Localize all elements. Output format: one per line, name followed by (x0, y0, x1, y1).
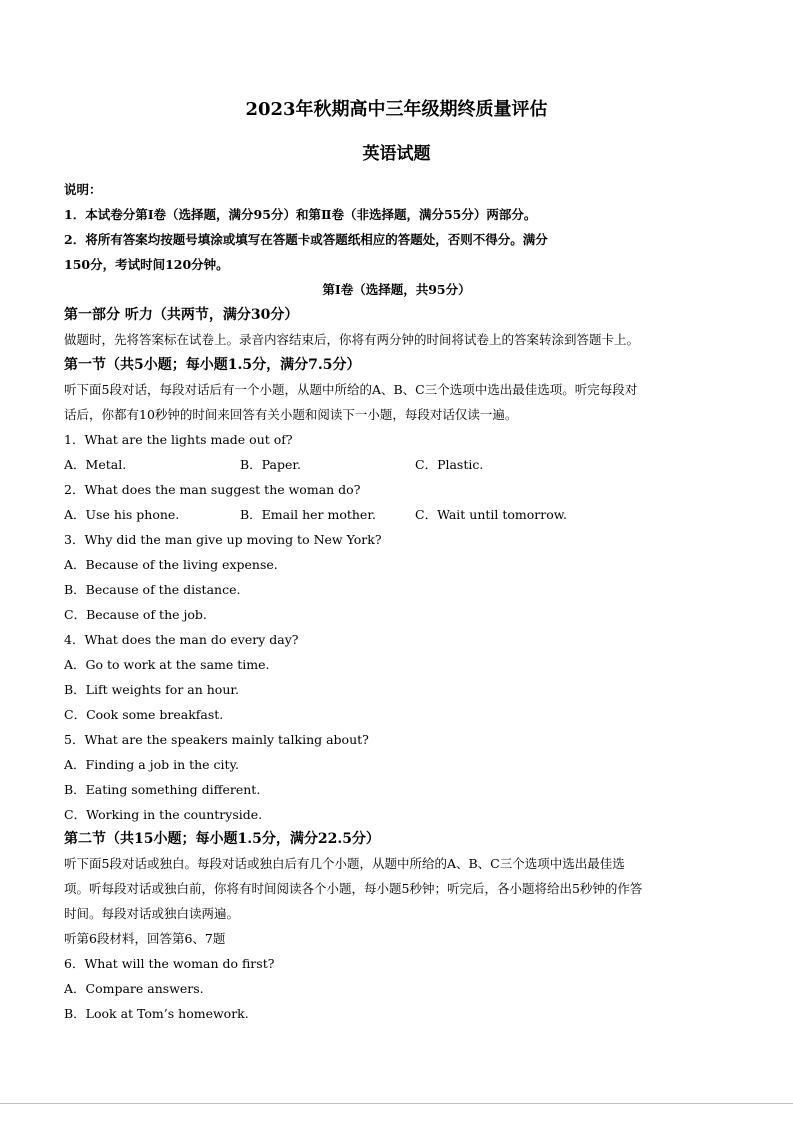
part1-instruction: 做题时，先将答案标在试卷上。录音内容结束后，你将有两分钟的时间将试卷上的答案转涂到答题卡上。 (64, 332, 640, 347)
part1-heading: 第一部分 听力（共两节，满分30分） (64, 307, 299, 323)
question-6-option-a: A．Compare answers. (64, 981, 204, 996)
exam-subtitle: 英语试题 (362, 144, 431, 164)
section2-instruction-line-3: 时间。每段对话或独白读两遍。 (64, 906, 240, 921)
question-5-option-b: B．Eating something different. (64, 782, 261, 797)
section2-heading: 第二节（共15小题；每小题1.5分，满分22.5分） (64, 831, 380, 847)
question-2-option-a: A．Use his phone. (64, 507, 180, 522)
question-2-stem: 2．What does the man suggest the woman do? (64, 482, 361, 497)
section2-instruction-line-2: 项。听每段对话或独白前，你将有时间阅读各个小题，每小题5秒钟；听完后，各小题将给出5秒钟的作答 (64, 881, 643, 896)
question-4-option-a: A．Go to work at the same time. (64, 657, 270, 672)
notes-label: 说明： (64, 182, 102, 197)
exam-title: 2023年秋期高中三年级期终质量评估 (245, 99, 548, 120)
question-4-option-c: C．Cook some breakfast. (64, 707, 224, 722)
question-2-option-b: B．Email her mother. (240, 507, 376, 522)
question-1-option-a: A．Metal. (64, 457, 127, 472)
question-1-option-b: B．Paper. (240, 457, 301, 472)
question-3-option-c: C．Because of the job. (64, 607, 207, 622)
note-item-1: 1．本试卷分第Ⅰ卷（选择题，满分95分）和第Ⅱ卷（非选择题，满分55分）两部分。 (64, 207, 537, 222)
section1-instruction-line-2: 话后，你都有10秒钟的时间来回答有关小题和阅读下一小题，每段对话仅读一遍。 (64, 407, 518, 422)
note-item-2-line-2: 150分，考试时间120分钟。 (64, 257, 229, 272)
section1-heading: 第一节（共5小题；每小题1.5分，满分7.5分） (64, 357, 361, 373)
question-4-option-b: B．Lift weights for an hour. (64, 682, 239, 697)
question-1-option-c: C．Plastic. (415, 457, 484, 472)
question-4-stem: 4．What does the man do every day? (64, 632, 299, 647)
question-5-option-c: C．Working in the countryside. (64, 807, 263, 822)
material-6-label: 听第6段材料，回答第6、7题 (64, 931, 226, 946)
page-bottom-divider (0, 1103, 793, 1104)
question-5-stem: 5．What are the speakers mainly talking about? (64, 732, 369, 747)
question-1-stem: 1．What are the lights made out of? (64, 432, 293, 447)
question-3-stem: 3．Why did the man give up moving to New York? (64, 532, 382, 547)
question-5-option-a: A．Finding a job in the city. (64, 757, 239, 772)
volume-title: 第Ⅰ卷（选择题，共95分） (322, 282, 471, 297)
section2-instruction-line-1: 听下面5段对话或独白。每段对话或独白后有几个小题，从题中所给的A、B、C三个选项中选出最佳选 (64, 856, 625, 871)
question-2-option-c: C．Wait until tomorrow. (415, 507, 567, 522)
question-3-option-b: B．Because of the distance. (64, 582, 241, 597)
question-6-option-b: B．Look at Tom’s homework. (64, 1006, 249, 1021)
question-3-option-a: A．Because of the living expense. (64, 557, 278, 572)
note-item-2-line-1: 2．将所有答案均按题号填涂或填写在答题卡或答题纸相应的答题处，否则不得分。满分 (64, 232, 548, 247)
question-6-stem: 6．What will the woman do first? (64, 956, 275, 971)
section1-instruction-line-1: 听下面5段对话，每段对话后有一个小题，从题中所给的A、B、C三个选项中选出最佳选项。听完每段对 (64, 382, 638, 397)
